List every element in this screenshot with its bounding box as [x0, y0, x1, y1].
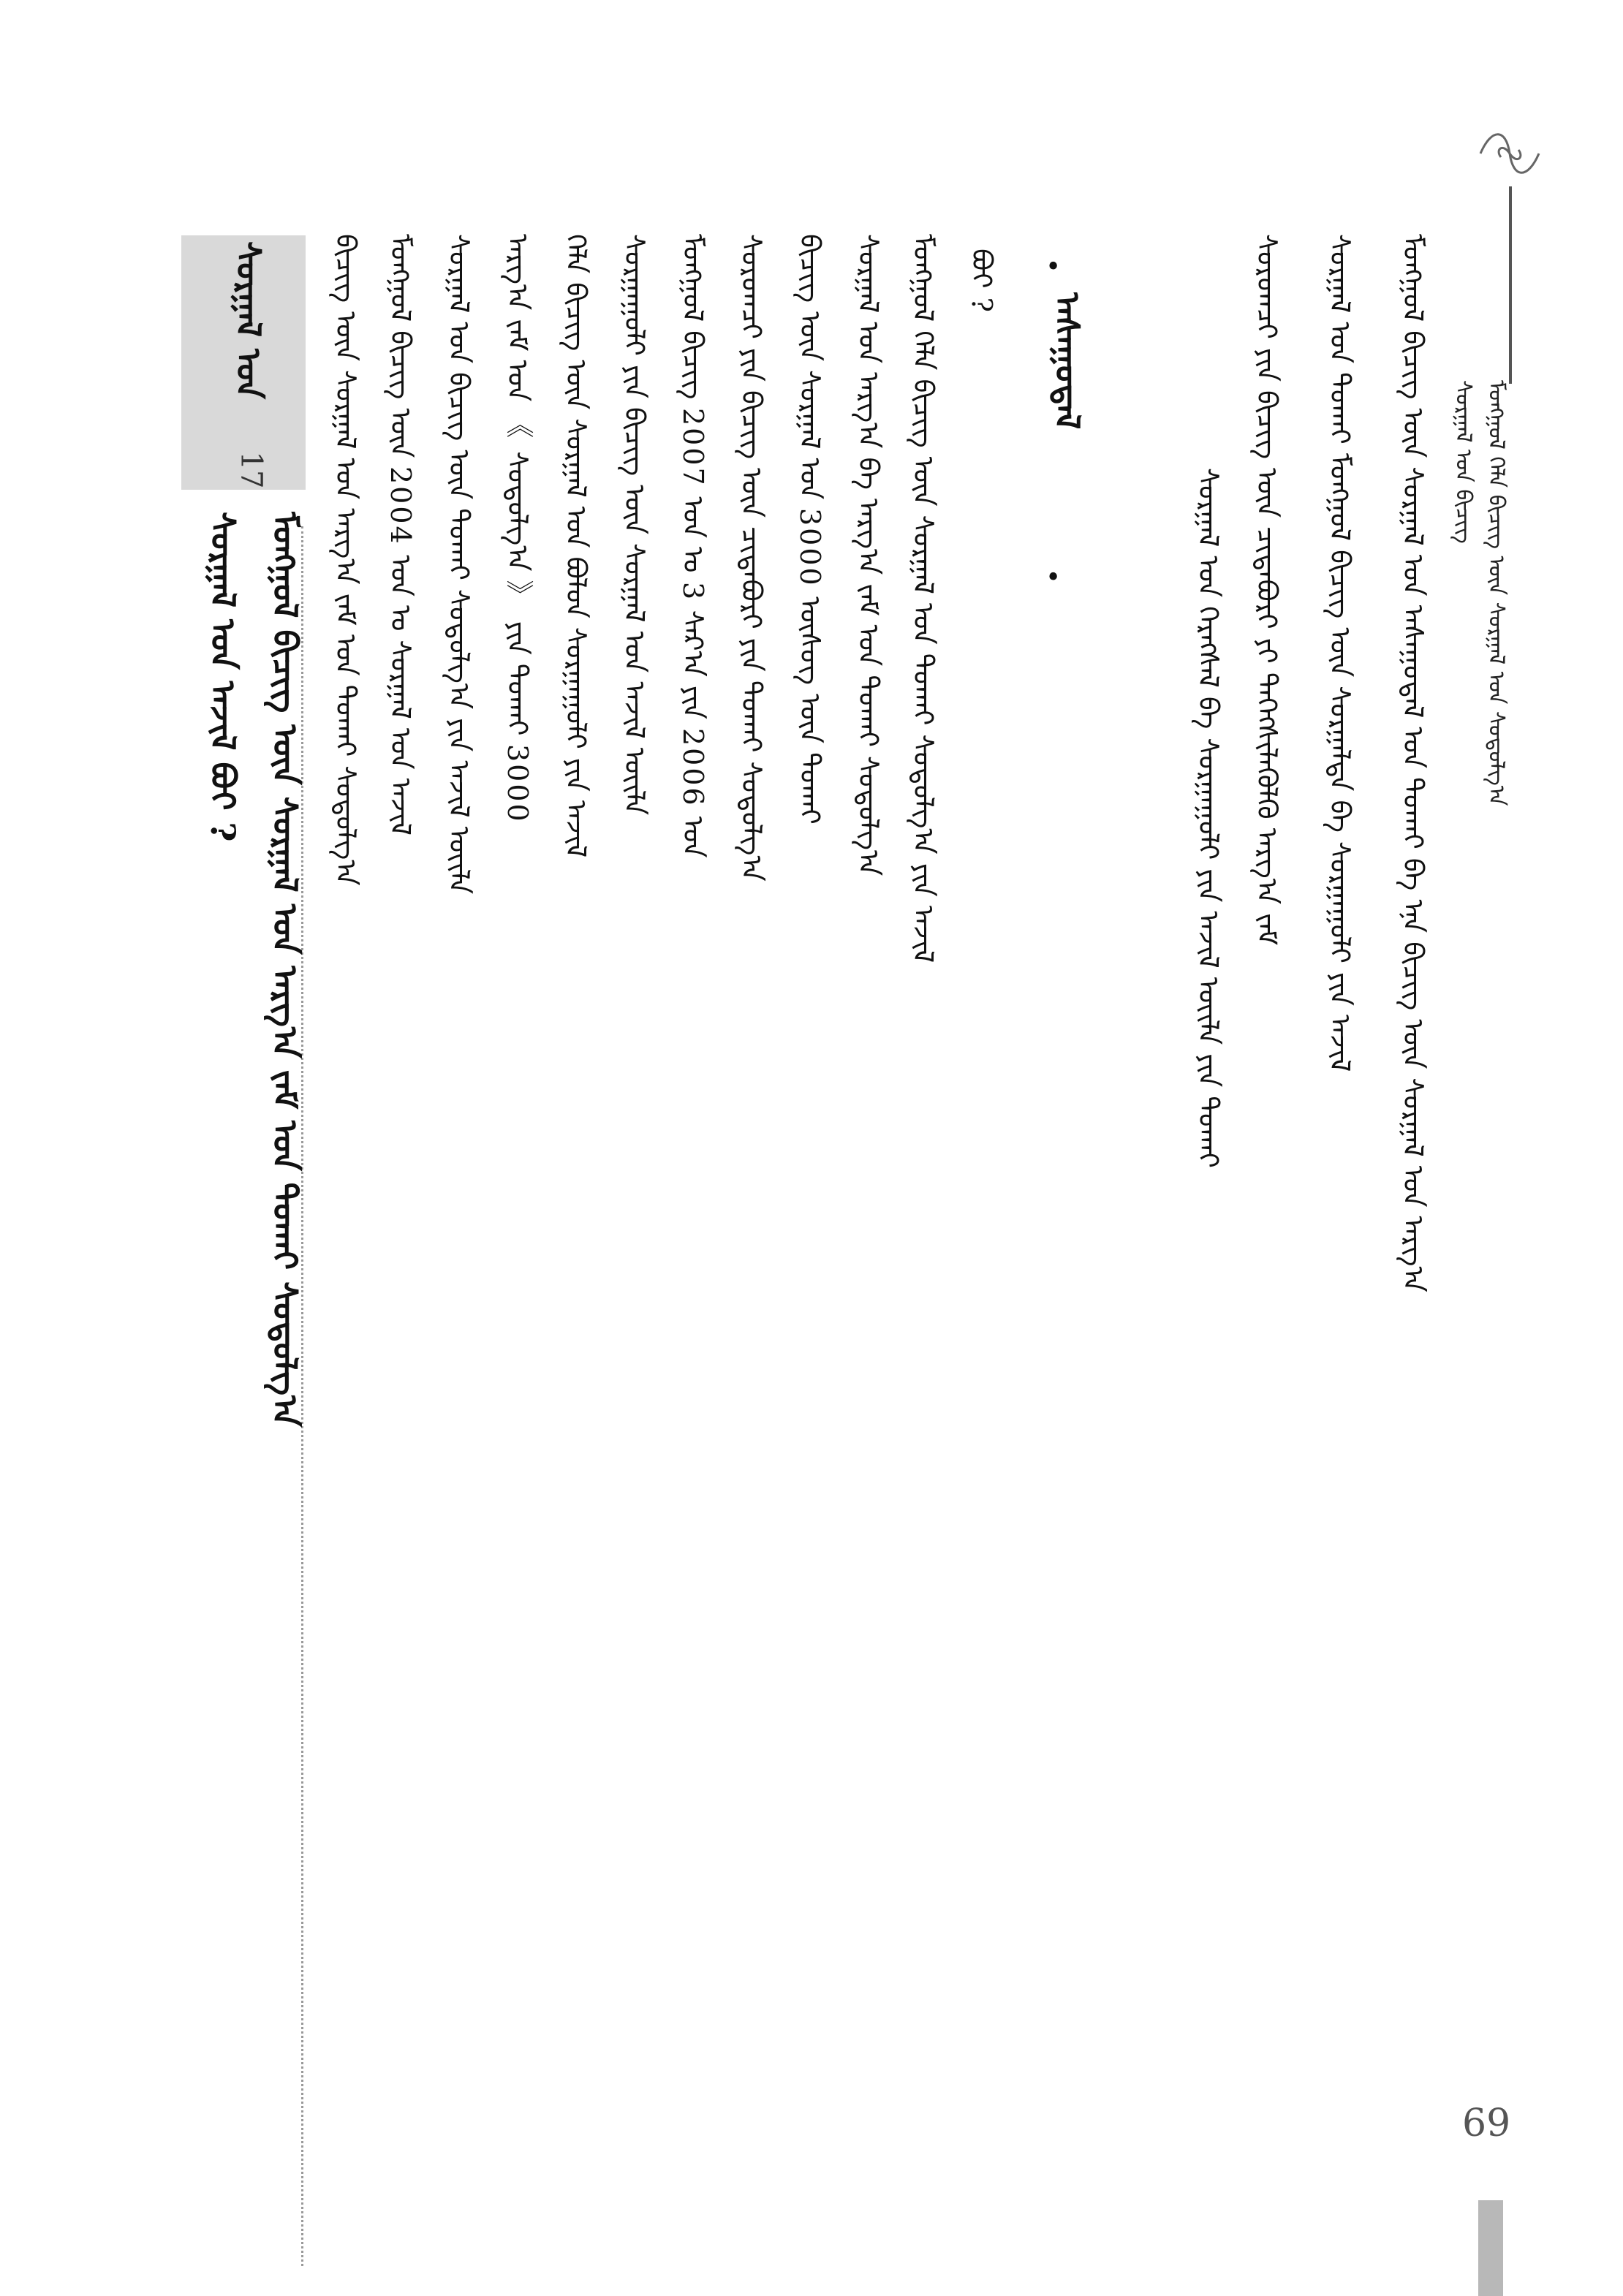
text-column-4: ᠰᠤᠷᠭᠠᠯ ᠤᠨ ᠬᠡᠷᠡᠭᠰᠡᠯ ᠪᠠ ᠰᠤᠷᠭᠠᠭᠤᠯᠢ ᠶᠢᠨ ᠠᠵᠢᠯ ᠦᠢᠯᠡ ᠶᠢᠨ ᠲᠤᠬᠠᠢ: [1192, 468, 1225, 1168]
question-fragment: ᠪᠤᠢ ?: [966, 249, 998, 312]
subheading: ᠠᠰᠠᠭᠤᠳᠠᠯ: [1048, 292, 1087, 430]
section-heading-line-2: ᠰᠤᠷᠭᠠᠯ ᠤᠨ ᠠᠵᠢᠯ ᠪᠤᠢ ?: [203, 512, 243, 842]
text-column-7: ᠪᠢᠴᠢᠭ᠌ ᠦᠨ ᠰᠤᠷᠭᠠᠯ ᠤᠨ 3000 ᠦᠰᠦᠭ ᠦᠨ ᠲᠤᠬᠠᠢ: [794, 234, 826, 825]
running-header-line-1: ᠮᠣᠩᠭᠣᠯ ᠬᠡᠯᠡ ᠪᠢᠴᠢᠭ᠌ ᠦᠨ ᠰᠤᠷᠭᠠᠯ ᠤᠨ ᠰᠣᠳᠤᠯᠭ᠎ᠠ: [1483, 380, 1509, 806]
text-column-8: ᠰᠤᠷᠤᠭᠴᠢ ᠶᠢᠨ ᠪᠢᠴᠢᠭ ᠦᠨ ᠴᠢᠳᠠᠪᠤᠷᠢ ᠶᠢᠨ ᠲᠤᠬᠠᠢ ᠰᠤᠳᠤᠯᠭ᠎ᠠ: [735, 234, 768, 882]
header-ornament-icon: [1466, 121, 1554, 186]
text-column-11: ᠬᠡᠯᠡ ᠪᠢᠴᠢᠭ᠌ ᠦᠨ ᠰᠤᠷᠭᠠᠯ ᠤᠨ ᠪᠤᠯᠤᠨ ᠰᠤᠷᠭᠠᠭᠤᠯᠢ ᠶᠢᠨ ᠠᠵᠢᠯ: [560, 234, 592, 858]
page-number: 69: [1462, 2102, 1511, 2145]
text-column-10: ᠰᠤᠷᠭᠠᠭᠤᠯᠢ ᠶᠢᠨ ᠪᠢᠴᠢᠭ᠌ ᠦᠨ ᠰᠤᠷᠭᠠᠯ ᠤᠨ ᠠᠵᠢᠯ ᠦᠢᠯᠡ: [618, 234, 651, 816]
section-heading-script: ᠰᠤᠷᠭᠠᠯ ᠤᠨ: [229, 241, 268, 399]
running-header-line-2: ᠰᠤᠷᠭᠠᠯ ᠤᠨ ᠪᠢᠴᠢᠭ: [1450, 380, 1476, 544]
text-column-1: ᠮᠣᠩᠭᠣᠯ ᠪᠢᠴᠢᠭ᠌ ᠦᠨ ᠰᠤᠷᠭᠠᠯ ᠤᠨ ᠠᠰᠠᠭᠤᠳᠠᠯ ᠤᠨ ᠲᠤᠬᠠᠢ ᠪᠠ ᠡᠨᠡ ᠪᠢᠴᠢᠭ᠌ ᠦᠨ ᠰᠤᠷᠭᠠᠯ ᠤᠨ ᠠᠷᠭ᠎ᠠ: [1397, 234, 1429, 1292]
text-column-15: ᠪᠢᠴᠢᠭ᠌ ᠦᠨ ᠰᠤᠷᠭᠠᠯ ᠤᠨ ᠠᠷᠭ᠎ᠠ ᠵᠠᠮ ᠤᠨ ᠲᠤᠬᠠᠢ ᠰᠤᠳᠤᠯᠭ᠎ᠠ: [330, 234, 362, 886]
section-number: 17: [234, 451, 268, 489]
text-column-3: ᠰᠤᠷᠤᠭᠴᠢ ᠶᠢᠨ ᠪᠢᠴᠢᠭ ᠦᠨ ᠴᠢᠳᠠᠪᠤᠷᠢ ᠶᠢ ᠳᠡᠭᠡᠭᠰᠢᠯᠡᠭᠦᠯᠬᠦ ᠠᠷᠭ᠎ᠠ ᠵᠠᠮ: [1251, 234, 1283, 946]
bullet: •: [1045, 252, 1062, 282]
text-column-14: ᠮᠣᠩᠭᠣᠯ ᠪᠢᠴᠢᠭ᠌ ᠦᠨ 2004 ᠣᠨ ᠤ ᠰᠤᠷᠭᠠᠯ ᠤᠨ ᠠᠵᠢᠯ: [385, 234, 417, 836]
page-edge-bar: [1478, 2200, 1503, 2296]
header-rule: [1509, 186, 1512, 384]
text-column-5: ᠮᠣᠩᠭᠣᠯ ᠬᠡᠯᠡ ᠪᠢᠴᠢᠭ᠌ ᠦᠨ ᠰᠤᠷᠭᠠᠯ ᠤᠨ ᠲᠤᠬᠠᠢ ᠰᠤᠳᠤᠯᠭ᠎ᠠ ᠶᠢᠨ ᠠᠵᠢᠯ: [907, 234, 939, 963]
text-column-9: ᠮᠣᠩᠭᠣᠯ ᠪᠢᠴᠢᠭ 2007 ᠣᠨ ᠤ 3 ᠰᠠᠷ᠎ᠠ ᠶᠢᠨ 2006 ᠣᠨ: [677, 234, 709, 858]
text-column-12: ᠠᠷᠭ᠎ᠠ ᠵᠠᠮ ᠤᠨ 《 ᠰᠤᠳᠤᠯᠭ᠎ᠠ 》 ᠶᠢᠨ ᠲᠤᠬᠠᠢ 3000: [502, 234, 534, 825]
text-column-6: ᠰᠤᠷᠭᠠᠯ ᠤᠨ ᠠᠷᠭ᠎ᠠ ᠪᠠ ᠠᠷᠭ᠎ᠠ ᠵᠠᠮ ᠤᠨ ᠲᠤᠬᠠᠢ ᠰᠤᠳᠤᠯᠭ᠎ᠠ: [852, 234, 885, 876]
text-column-2: ᠰᠤᠷᠭᠠᠯ ᠤᠨ ᠲᠤᠬᠠᠢ ᠮᠣᠩᠭᠣᠯ ᠪᠢᠴᠢᠭ᠌ ᠦᠨ ᠰᠤᠷᠭᠠᠯᠲᠠ ᠪᠠ ᠰᠤᠷᠭᠠᠭᠤᠯᠢ ᠶᠢᠨ ᠠᠵᠢᠯ: [1324, 234, 1356, 1072]
text-column-13: ᠰᠤᠷᠭᠠᠯ ᠤᠨ ᠪᠢᠴᠢᠭ ᠦᠨ ᠲᠤᠬᠠᠢ ᠰᠤᠳᠤᠯᠭ᠎ᠠ ᠶᠢᠨ ᠠᠵᠢᠯ ᠦᠢᠯᠡ: [443, 234, 475, 895]
bullet: •: [1045, 563, 1062, 593]
section-heading-line-1: ᠮᠣᠩᠭᠣᠯ ᠪᠢᠴᠢᠭ᠌ ᠦᠨ ᠰᠤᠷᠭᠠᠯ ᠤᠨ ᠠᠷᠭ᠎ᠠ ᠵᠠᠮ ᠤᠨ ᠲᠤᠬᠠᠢ ᠰᠤᠳᠤᠯᠭ᠎ᠠ: [265, 512, 305, 1427]
